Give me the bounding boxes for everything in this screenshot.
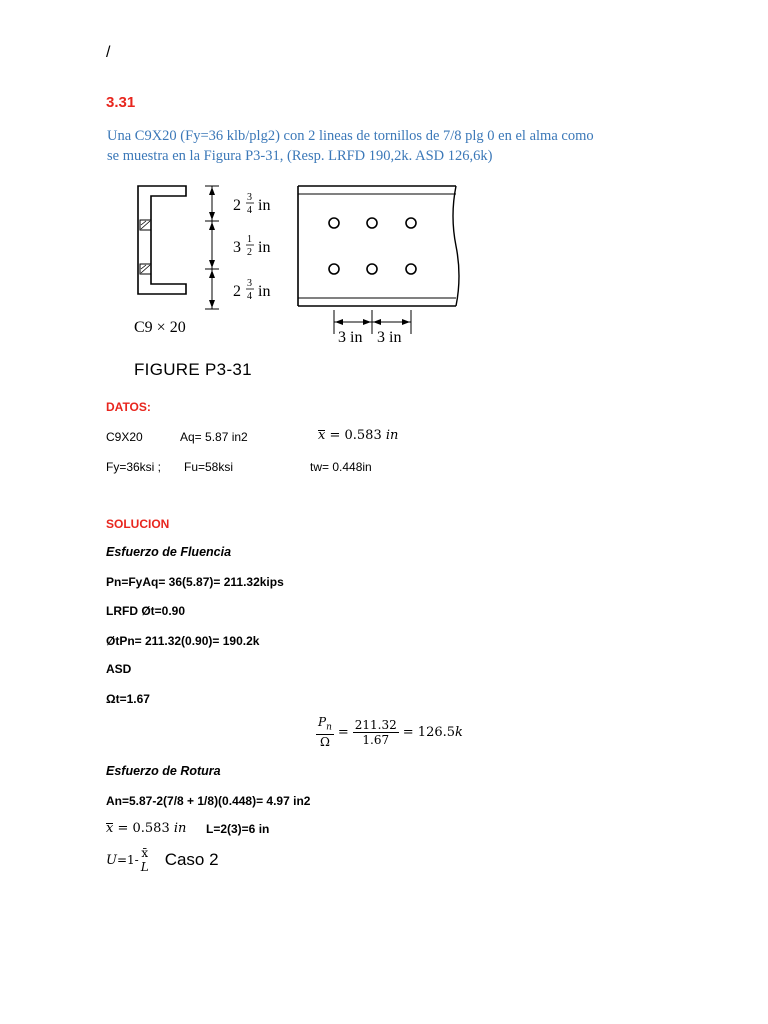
eq-result: = 126.5 — [402, 724, 456, 740]
dim-label-bottom-unit: in — [258, 283, 271, 300]
dim-label-top-den: 4 — [247, 205, 252, 216]
eq-result-unit: k — [455, 724, 463, 740]
rotura-xbar: x = 0.583 in — [106, 821, 187, 836]
datos-xbar — [318, 428, 398, 443]
bolt-hole — [329, 218, 339, 228]
phi-line: ØtPn= 211.32(0.90)= 190.2k — [106, 634, 260, 648]
dim-label-mid-num: 1 — [247, 234, 252, 245]
xbar-value: = 0.583 — [329, 428, 382, 443]
datos-area: Aq= 5.87 in2 — [180, 430, 248, 444]
datos-fu: Fu=58ksi — [184, 460, 234, 474]
pn-line: Pn=FyAq= 36(5.87)= 211.32kips — [106, 575, 284, 589]
solucion-heading: SOLUCION — [106, 517, 170, 531]
dim-label-top-num: 3 — [247, 192, 252, 203]
statement-line-1: Una C9X20 (Fy=36 klb/plg2) con 2 lineas de tornillos de 7/8 plg 0 en el alma como — [107, 128, 594, 144]
spacing-label-1: 3 in — [338, 329, 363, 346]
dim-label-bottom-whole: 2 — [233, 283, 241, 300]
page-marker: / — [106, 44, 111, 61]
channel-section-outline — [138, 186, 186, 294]
fluencia-heading: Esfuerzo de Fluencia — [106, 545, 232, 559]
statement-line-2: se muestra en la Figura P3-31, (Resp. LRFD 190,2k. ASD 126,6k) — [107, 148, 493, 164]
problem-statement — [107, 126, 687, 166]
eq-fraction-right: $\frac{211.32}{1.67}$ — [354, 717, 397, 747]
bolt-hole — [367, 218, 377, 228]
lrfd-line: LRFD Øt=0.90 — [106, 604, 186, 618]
rotura-heading: Esfuerzo de Rotura — [106, 764, 221, 778]
problem-number: 3.31 — [106, 94, 136, 111]
asd-label: ASD — [106, 662, 132, 676]
dim-label-mid-whole: 3 — [233, 239, 241, 256]
xbar-unit: in — [385, 428, 399, 443]
dim-label-top-whole: 2 — [233, 197, 241, 214]
dim-label-mid-unit: in — [258, 239, 271, 256]
datos-heading: DATOS: — [106, 400, 151, 414]
datos-tw: tw= 0.448in — [310, 460, 372, 474]
eq-fraction-left: $\frac{P_n}{\Omega}$ — [318, 715, 332, 750]
u-equation: U =1- x̄ L Caso 2 — [106, 846, 219, 874]
channel-figure — [120, 176, 480, 352]
l-line: L=2(3)=6 in — [206, 822, 270, 836]
xbar-symbol: x — [318, 428, 326, 443]
asd-equation: $\frac{P_n}{\Omega}$ = $\frac{211.32}{1.67}$ = 126.5 k — [318, 715, 463, 750]
an-line: An=5.87-2(7/8 + 1/8)(0.448)= 4.97 in2 — [106, 794, 311, 808]
datos-fy: Fy=36ksi ; — [106, 460, 162, 474]
section-label: C9 × 20 — [134, 319, 186, 336]
spacing-label-2: 3 in — [377, 329, 402, 346]
dim-label-top-unit: in — [258, 197, 271, 214]
dim-label-mid-den: 2 — [247, 247, 252, 258]
figure-caption: FIGURE P3-31 — [134, 360, 252, 379]
bolt-hole — [406, 264, 416, 274]
bolt-hole — [329, 264, 339, 274]
caso-label: Caso 2 — [164, 850, 219, 869]
datos-section: C9X20 — [106, 430, 143, 444]
omega-line: Ωt=1.67 — [106, 692, 150, 706]
bolt-hole — [406, 218, 416, 228]
bolt-hole — [367, 264, 377, 274]
dim-label-bottom-num: 3 — [247, 278, 252, 289]
dim-label-bottom-den: 4 — [247, 291, 252, 302]
